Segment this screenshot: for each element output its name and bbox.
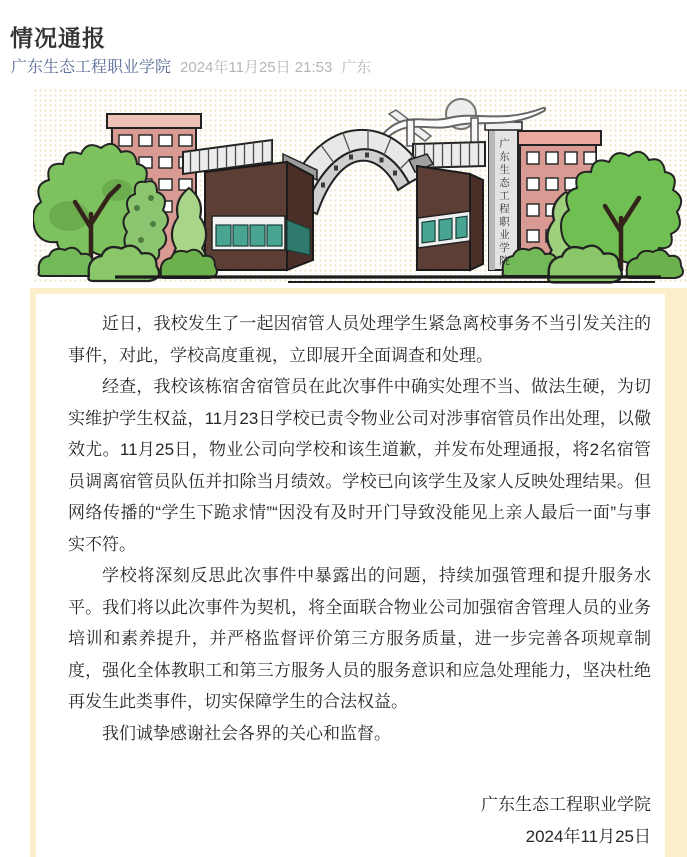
gate-pillar-left (205, 154, 317, 270)
notice-paragraph: 学校将深刻反思此次事件中暴露出的问题，持续加强管理和提升服务水平。我们将以此次事件为契机，将全面联合物业公司加强宿舍管理人员的业务培训和素养提升，并严格监督评价第三方服务质量，进一步完善各项规章制度，强化全体教职工和第三方服务人员的服务意识和应急处理能力，坚决杜绝再发生此类事件，切实保障学生的合法权益。 (68, 566, 651, 711)
notice-box (30, 288, 687, 857)
byline (11, 54, 371, 77)
school-gate-illustration (33, 88, 687, 284)
account-name-link[interactable]: 广东生态工程职业学院 (11, 59, 172, 76)
gate-sign-vertical-text: 广东生态工程职业学院 (498, 138, 510, 268)
article-title: 情况通报 (10, 25, 106, 52)
signature-org: 广东生态工程职业学院 (481, 795, 651, 814)
gate-pillar-right (409, 154, 483, 270)
signature-date: 2024年11月25日 (525, 826, 651, 846)
signature-block (68, 789, 651, 852)
notice-paragraph: 近日，我校发生了一起因宿管人员处理学生紧急离校事务不当引发关注的事件，对此，学校高度重视，立即展开全面调查和处理。 (68, 314, 651, 365)
publish-location: 广东 (341, 59, 372, 76)
notice-paragraph: 经查，我校该栋宿舍宿管员在此次事件中确实处理不当、做法生硬，为切实维护学生权益，11月23日学校已责令物业公司对涉事宿管员作出处理，以儆效尤。11月25日，物业公司向学校和该生道歉，并发布处理通报，将2名宿管员调离宿管员队伍并扣除当月绩效。学校已向该学生及家人反映处理结果。但网络传播的“学生下跪求情”“因没有及时开门导致没能见上亲人最后一面”与事实不符。 (68, 377, 651, 554)
publish-time: 2024年11月25日 21:53 (180, 59, 333, 76)
notice-paragraph: 我们诚挚感谢社会各界的关心和监督。 (102, 723, 391, 743)
